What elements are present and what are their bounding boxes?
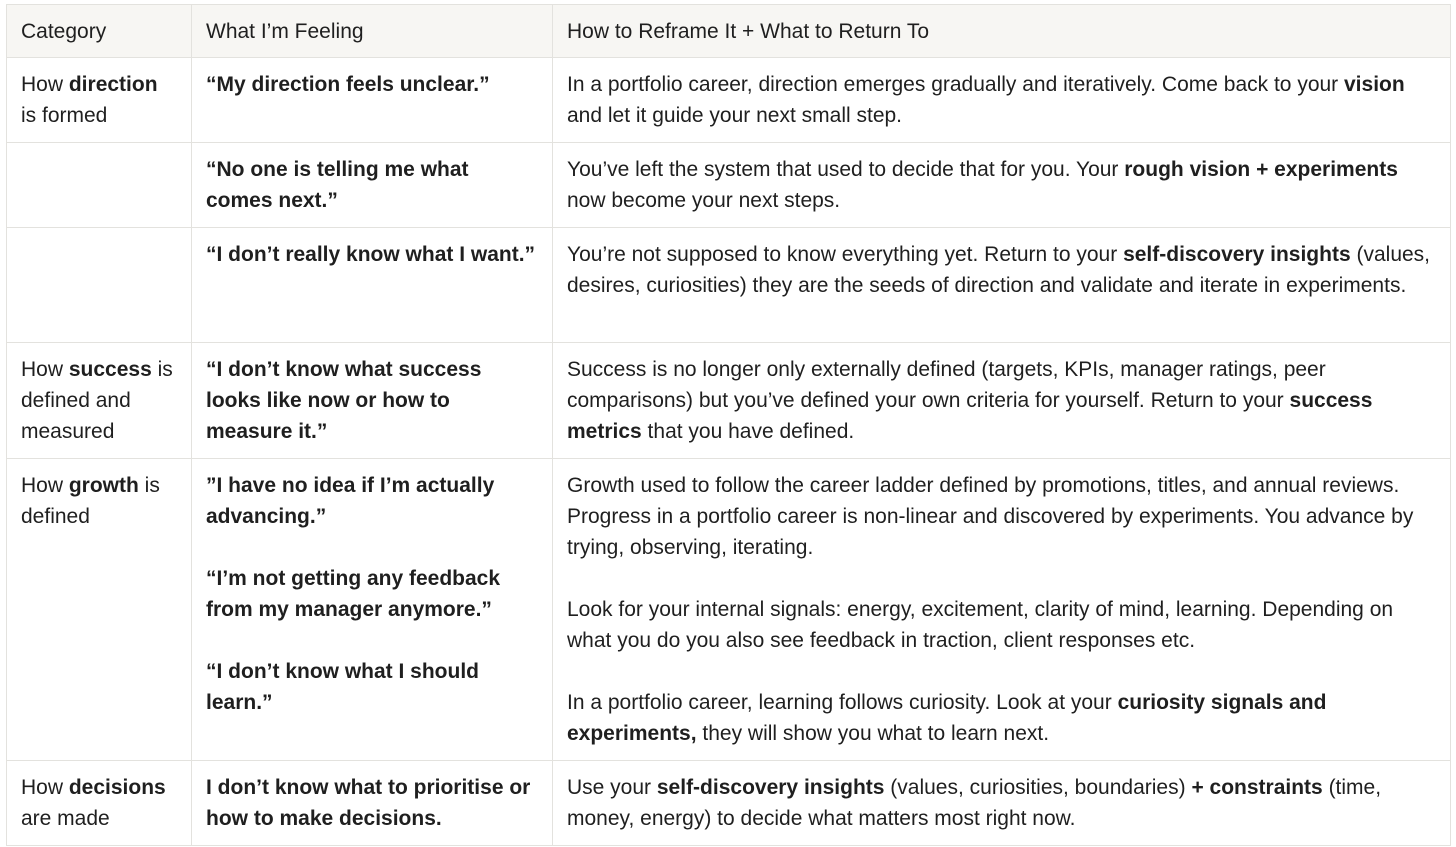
reframe-paragraph [567,354,1436,447]
table-row [7,228,1451,343]
category-cell [7,761,192,846]
reframe-table-container [6,4,1450,846]
table-row [7,761,1451,846]
feeling-quote: “I don’t know what success looks like now or how to measure it.” [206,358,482,443]
category-text: How [21,776,69,799]
category-cell [7,343,192,459]
category-keyword: success [68,358,152,381]
header-category: Category [7,5,192,58]
feeling-quote: “My direction feels unclear.” [206,73,490,96]
category-text: How [21,474,69,497]
feeling-cell [192,228,553,343]
feeling-cell [192,58,553,143]
category-text: are made [21,807,110,830]
reframe-keyword: rough vision + experiments [1124,158,1398,181]
feeling-cell [192,761,553,846]
category-keyword: growth [68,474,139,497]
reframe-paragraph [567,687,1436,749]
reframe-paragraph [567,594,1436,656]
table-row [7,459,1451,761]
header-feeling: What I’m Feeling [192,5,553,58]
table-row [7,343,1451,459]
reframe-paragraph [567,239,1436,301]
reframe-text: (values, curiosities, boundaries) [884,776,1192,799]
feeling-cell [192,143,553,228]
reframe-paragraph [567,69,1436,131]
reframe-paragraph [567,154,1436,216]
feeling-quote: “I don’t know what I should learn.” [206,660,479,714]
category-text: is formed [21,104,108,127]
category-text: How [21,73,69,96]
feeling-quote: “I don’t really know what I want.” [206,243,536,266]
category-cell [7,143,192,228]
reframe-keyword: curiosity signals and experiments, [567,691,1327,745]
reframe-text: Success is no longer only externally defined (targets, KPIs, manager ratings, peer comparisons) but you’ve defined your own criteria for yourself. Return to your [567,358,1326,412]
reframe-table [6,4,1451,846]
reframe-keyword: self-discovery insights [656,776,885,799]
category-cell [7,58,192,143]
table-row [7,58,1451,143]
reframe-cell [553,143,1451,228]
feeling-cell [192,343,553,459]
category-keyword: decisions [68,776,166,799]
reframe-text: that you have defined. [641,420,855,443]
category-cell [7,228,192,343]
category-keyword: direction [68,73,158,96]
category-text: How [21,358,69,381]
reframe-cell [553,343,1451,459]
reframe-text: In a portfolio career, direction emerges gradually and iteratively. Come back to your [567,73,1344,96]
reframe-keyword: self-discovery insights [1123,243,1351,266]
reframe-paragraph [567,470,1436,563]
reframe-keyword: vision [1344,73,1405,96]
reframe-text: Look for your internal signals: energy, excitement, clarity of mind, learning. Depending on what you do you also see feedback in traction, client responses etc. [567,598,1394,652]
header-reframe: How to Reframe It + What to Return To [553,5,1451,58]
reframe-cell [553,459,1451,761]
feeling-quote: “No one is telling me what comes next.” [206,158,469,212]
feeling-cell [192,459,553,761]
feeling-quote: I don’t know what to prioritise or how to make decisions. [206,776,531,830]
feeling-quote: ”I have no idea if I’m actually advancing.” [206,474,495,528]
reframe-text: Growth used to follow the career ladder defined by promotions, titles, and annual reviews. Progress in a portfolio career is non-linear and discovered by experiments. You advance by trying, observing, iterating. [567,474,1414,559]
reframe-text: You’ve left the system that used to decide that for you. Your [567,158,1125,181]
category-text: is defined [21,474,160,528]
category-text: is defined and measured [21,358,173,443]
reframe-cell [553,761,1451,846]
reframe-paragraph [567,772,1436,834]
feeling-quote: “I’m not getting any feedback from my manager anymore.” [206,567,501,621]
reframe-cell [553,228,1451,343]
reframe-text: Use your [567,776,657,799]
reframe-cell [553,58,1451,143]
category-cell [7,459,192,761]
reframe-text: and let it guide your next small step. [567,104,903,127]
reframe-keyword: success metrics [567,389,1373,443]
table-header-row [7,5,1451,58]
reframe-text: (values, desires, curiosities) they are the seeds of direction and validate and iterate in experiments. [567,243,1431,297]
reframe-text: In a portfolio career, learning follows curiosity. Look at your [567,691,1118,714]
reframe-text: now become your next steps. [567,189,841,212]
reframe-keyword: + constraints [1191,776,1323,799]
reframe-text: (time, money, energy) to decide what matters most right now. [567,776,1382,830]
reframe-text: they will show you what to learn next. [696,722,1050,745]
table-row [7,143,1451,228]
reframe-text: You’re not supposed to know everything yet. Return to your [567,243,1124,266]
